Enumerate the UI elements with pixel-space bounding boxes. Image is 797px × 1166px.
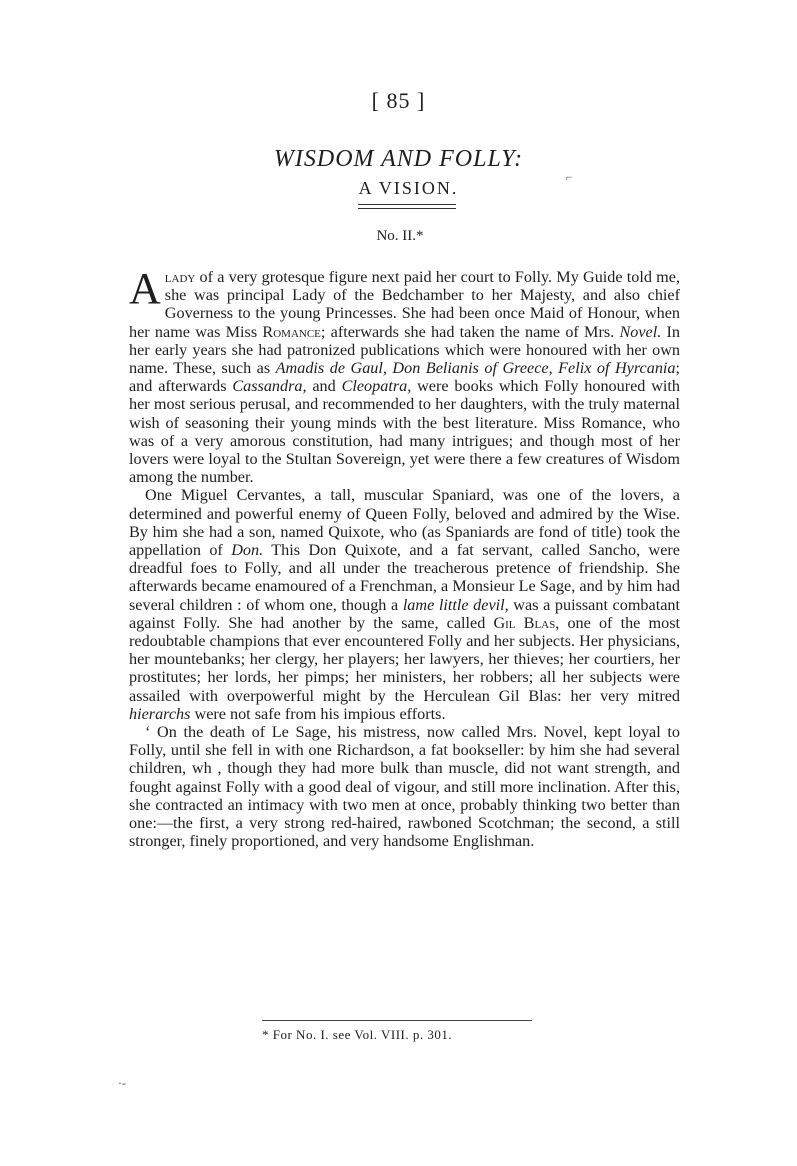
drop-cap: A bbox=[129, 264, 161, 313]
article-title: WISDOM AND FOLLY: bbox=[273, 146, 524, 172]
stray-mark: ⌐ bbox=[566, 170, 573, 184]
paragraph-2: One Miguel Cervantes, a tall, muscular Spaniard, was one of the lovers, a determined and powerful enemy of Queen Folly, beloved and admired by the Wise. By him she had a son, named Quixote, who (as Spaniards are fond of title) took the appellation of Don. This Don Quixote, and a fat servant, called Sancho, were dreadful foes to Folly, and all under the treacherous pretence of friendship. She afterwards became enamoured of a Frenchman, a Monsieur Le Sage, and by him had several children : of whom one, though a lame little devil, was a puissant combatant against Folly. She had another by the same, called Gil Blas, one of the most redoubtable champions that ever encountered Folly and her subjects. Her physicians, her mountebanks; her clergy, her players; her lawyers, her thieves; her courtiers, her prostitutes; her lords, her pimps; her ministers, her robbers; all her subjects were assailed with overpowerful might by the Herculean Gil Blas: her very mitred hierarchs were not safe from his impious efforts. bbox=[129, 486, 680, 723]
paragraph-1: Alady of a very grotesque figure next paid her court to Folly. My Guide told me, she was principal Lady of the Bedchamber to her Majesty, and also chief Governess to the young Princesses. She had been once Maid of Honour, when her name was Miss Romance; afterwards she had taken the name of Mrs. Novel. In her early years she had patronized publications which were honoured with her own name. These, such as Amadis de Gaul, Don Belianis of Greece, Felix of Hyrcania; and afterwards Cassandra, and Cleopatra, were books which Folly honoured with her most serious perusal, and recommended to her daughters, with the truly maternal wish of seasoning their young minds with the best literature. Miss Romance, who was of a very amorous constitution, had many intrigues; and though most of her lovers were loyal to the Stultan Sovereign, yet were there a few creatures of Wisdom among the number. bbox=[129, 264, 681, 487]
footnote-rule bbox=[262, 1020, 532, 1021]
stray-mark: ·- bbox=[118, 1076, 126, 1090]
article-number: No. II.* bbox=[376, 228, 424, 244]
article-body bbox=[129, 264, 681, 851]
page-number: [ 85 ] bbox=[371, 88, 426, 113]
footnote: * For No. I. see Vol. VIII. p. 301. bbox=[262, 1027, 453, 1042]
article-subtitle: A VISION. bbox=[358, 178, 459, 198]
paragraph-3: ‘ On the death of Le Sage, his mistress, now called Mrs. Novel, kept loyal to Folly, until she fell in with one Richardson, a fat bookseller: by him she had several children, wh , though they had more bulk than muscle, did not want strength, and fought against Folly with a good deal of vigour, and still more inclination. After this, she contracted an intimacy with two men at once, probably thinking two better than one:—the first, a very strong red-haired, rawboned Scotchman; the second, a still stronger, finely proportioned, and very handsome Englishman. bbox=[129, 723, 680, 851]
title-rule bbox=[358, 204, 456, 209]
